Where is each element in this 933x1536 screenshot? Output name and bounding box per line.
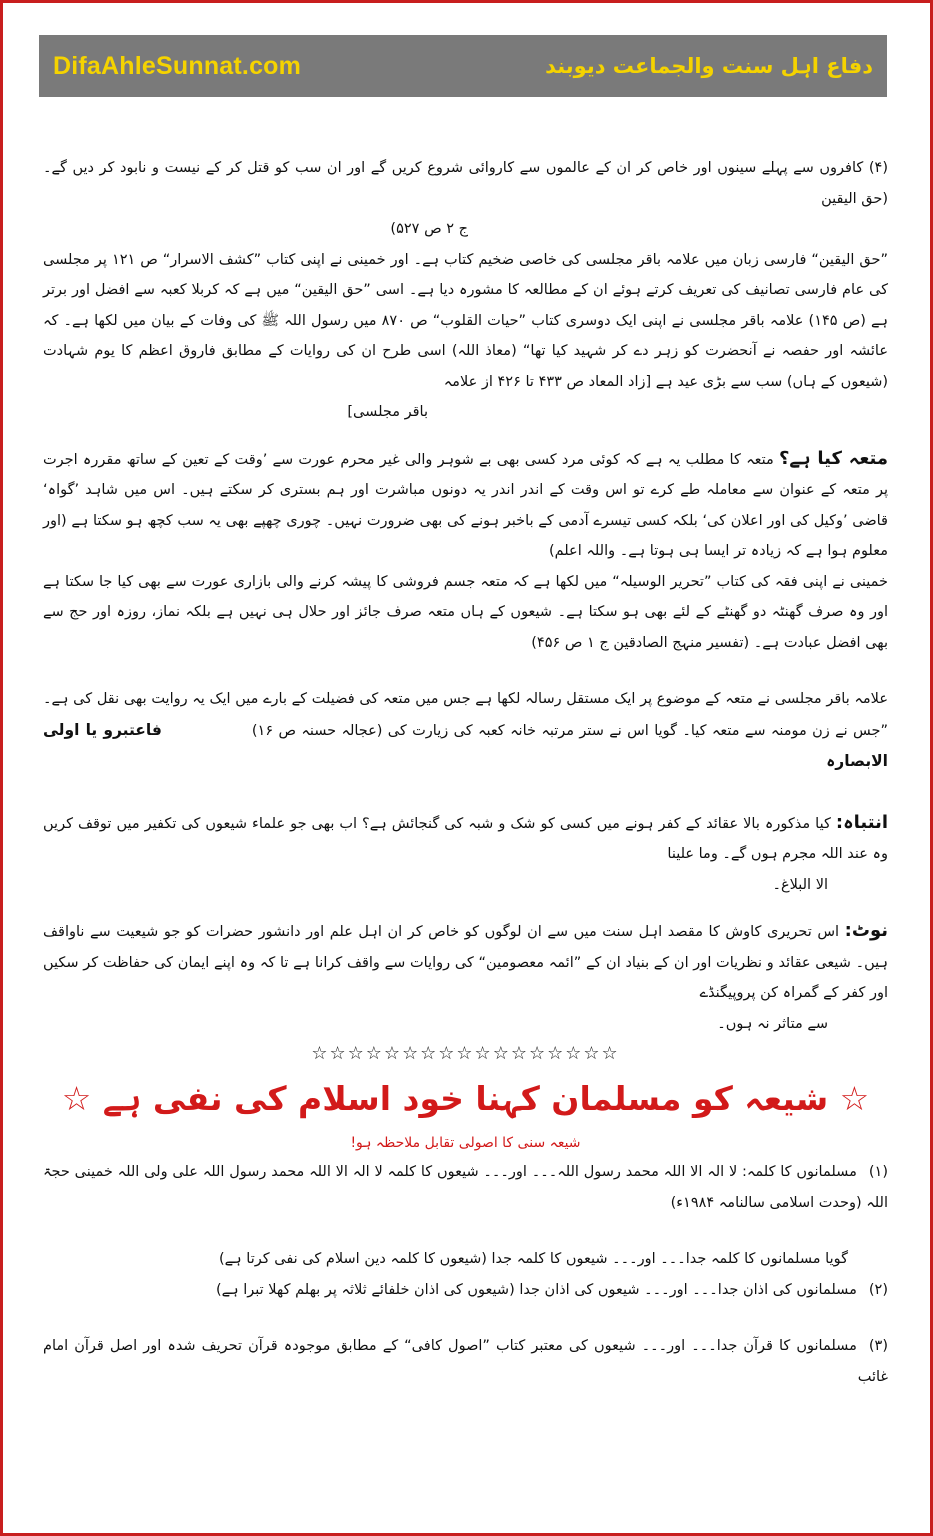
comparison-item-3 [43, 1331, 888, 1392]
reference-haq-ul-yaqeen: ج ۲ ص ۵۲۷) [390, 221, 468, 237]
section-title: ☆ شیعہ کو مسلمان کہنا خود اسلام کی نفی ہے ☆ [61, 1079, 870, 1118]
divider-stars: ☆☆☆☆☆☆☆☆☆☆☆☆☆☆☆☆☆ [311, 1043, 620, 1064]
comparison-text: مسلمانوں کا کلمہ: لا الہ الا اللہ محمد رسول اللہ۔۔۔ اور۔۔۔ شیعوں کا کلمہ لا الہ الا اللہ محمد رسول اللہ علی ولی اللہ خمینی حجۃ اللہ (وحدت اسلامی سالنامہ ۱۹۸۴ء) [43, 1164, 888, 1211]
reference-zad-ul-maad: باقر مجلسی] [347, 404, 428, 420]
section-subtitle: شیعہ سنی کا اصولی تقابل ملاحظہ ہو! [350, 1135, 581, 1151]
warning-text: کیا مذکورہ بالا عقائد کے کفر ہونے میں کسی کو شک و شبہ کی گنجائش ہے؟ اب بھی جو علماء شیعوں کی تکفیر میں توقف کریں وہ عند اللہ مجرم ہوں گے۔ وما علینا [43, 815, 888, 862]
warning-text-end: الا البلاغ۔ [772, 876, 828, 893]
note-text: اس تحریری کاوش کا مقصد اہل سنت میں سے ان لوگوں کو خاص کر ان اہل علم اور دانشور حضرات کو جو شیعیت سے ناواقف ہیں۔ شیعی عقائد و نظریات اور ان کے بنیاد ان کے ”ائمہ معصومین“ کی روایات سے واقف کرانا ہے تا کہ وہ اپنے ایمان کی حفاظت کر سکیں اور کفر کے گمراہ کن پروپیگنڈے [43, 924, 888, 1001]
header-banner [39, 35, 887, 97]
comparison-item-1b: گویا مسلمانوں کا کلمہ جدا۔۔۔ اور۔۔۔ شیعوں کا کلمہ جدا (شیعوں کا کلمہ دین اسلام کی نفی کرتا ہے) [219, 1251, 848, 1267]
comparison-item-1 [43, 1157, 888, 1218]
article-body [43, 153, 888, 1392]
spacer [43, 900, 888, 916]
paragraph-khomeini-mutah: خمینی نے اپنی فقہ کی کتاب ”تحریر الوسیلہ“ میں لکھا ہے کہ متعہ جسم فروشی کا پیشہ کرنے والی بازاری عورت سے بھی کیا جا سکتا ہے اور وہ صرف گھنٹہ دو گھنٹے کے لئے بھی ہو سکتا ہے۔ شیعوں کے ہاں متعہ صرف جائز اور حلال ہی نہیں ہے بلکہ نماز، روزہ اور حج سے بھی افضل عبادت ہے۔ (تفسیر منہج الصادقین ج ۱ ص ۴۵۶) [43, 573, 888, 651]
comparison-text: مسلمانوں کا قرآن جدا۔۔۔ اور۔۔۔ شیعوں کی معتبر کتاب ”اصول کافی“ کے مطابق موجودہ قرآن تحریف شدہ اور اصل قرآن امام غائب [43, 1338, 888, 1385]
spacer [43, 778, 888, 808]
spacer [43, 428, 888, 444]
ibrat-phrase: فاعتبرو یا اولی الابصارہ [43, 720, 888, 770]
note-label: نوٹ: [844, 920, 888, 941]
comparison-number: (۳) [868, 1338, 888, 1354]
paragraph-majlisi-risala [43, 684, 888, 778]
mutah-heading: متعہ کیا ہے؟ [778, 447, 889, 469]
spacer [43, 1305, 888, 1331]
site-url[interactable]: DifaAhleSunnat.com [53, 51, 302, 80]
majlisi-risala-text: علامہ باقر مجلسی نے متعہ کے موضوع پر ایک مستقل رسالہ لکھا ہے جس میں متعہ کی فضیلت کے بارے میں ایک یہ روایت بھی نقل کی ہے۔ ”جس نے زن مومنہ سے متعہ کیا۔ گویا اس نے ستر مرتبہ خانہ کعبہ کی زیارت کی (عجالہ حسنہ ص ۱۶) [43, 691, 888, 739]
note-text-end: سے متاثر نہ ہوں۔ [717, 1015, 828, 1032]
comparison-item-2 [43, 1275, 888, 1306]
paragraph-majlisi-books: ”حق الیقین“ فارسی زبان میں علامہ باقر مجلسی کی خاصی ضخیم کتاب ہے۔ اور خمینی نے اپنی کتاب ”کشف الاسرار“ ص ۱۲۱ پر مجلسی کی عام فارسی تصانیف کی تعریف کرتے ہوئے ان کے مطالعہ کا مشورہ دیا ہے۔ اسی ”حق الیقین“ میں ہے کہ کربلا کعبہ سے افضل اور برتر ہے (ص ۱۴۵) علامہ باقر مجلسی نے اپنی ایک دوسری کتاب ”حیات القلوب“ ص ۸۷۰ میں رسول اللہ ﷺ کی وفات کے بیان میں لکھا ہے۔ کہ عائشہ اور حفصہ نے آنحضرت کو زہر دے کر شہید کیا تھا“ (معاذ اللہ) اسی طرح ان کی روایات کے مطابق فاروق اعظم کا یوم شہادت (شیعوں کے ہاں) سب سے بڑی عید ہے [زاد المعاد ص ۴۳۳ تا ۴۲۶ از علامہ [43, 251, 889, 390]
paragraph-warning [43, 808, 888, 870]
spacer [43, 1218, 888, 1244]
comparison-number: (۱) [868, 1164, 888, 1180]
comparison-number: (۲) [868, 1281, 888, 1298]
paragraph-mutah-definition [43, 444, 888, 567]
site-name: دفاع اہل سنت والجماعت دیوبند [545, 54, 873, 78]
comparison-text: مسلمانوں کی اذان جدا۔۔۔ اور۔۔۔ شیعوں کی اذان جدا (شیعوں کی اذان خلفائے ثلاثہ پر بھلم کھلا تبرا ہے) [215, 1281, 857, 1298]
paragraph-kafiron: (۴) کافروں سے پہلے سینوں اور خاص کر ان کے عالموں سے کاروائی شروع کریں گے اور ان سب کو قتل کر کے نیست و نابود کر دیں گے۔ (حق الیقین [43, 160, 888, 207]
mutah-definition-text: متعہ کا مطلب یہ ہے کہ کوئی مرد کسی بھی بے شوہر والی غیر محرم عورت سے ’وقت کے تعین کے ساتھ مقررہ اجرت پر متعہ کے عنوان سے معاملہ طے کرے تو اس وقت کے اندر اندر یہ دونوں مباشرت اور ہم بستری کر سکتے ہیں۔ اس میں شاہد ’گواہ‘ قاضی ’وکیل کی اور اعلان کی‘ بلکہ کسی تیسرے آدمی کے باخبر ہونے کی بھی ضرورت نہیں۔ چوری چھپے بھی یہ سب کچھ ہو سکتا ہے (اور معلوم ہوا ہے کہ زیادہ تر ایسا ہی ہوتا ہے۔ واللہ اعلم) [43, 451, 888, 559]
spacer [43, 658, 888, 684]
paragraph-note [43, 916, 888, 1009]
warning-label: انتباہ: [835, 811, 889, 833]
